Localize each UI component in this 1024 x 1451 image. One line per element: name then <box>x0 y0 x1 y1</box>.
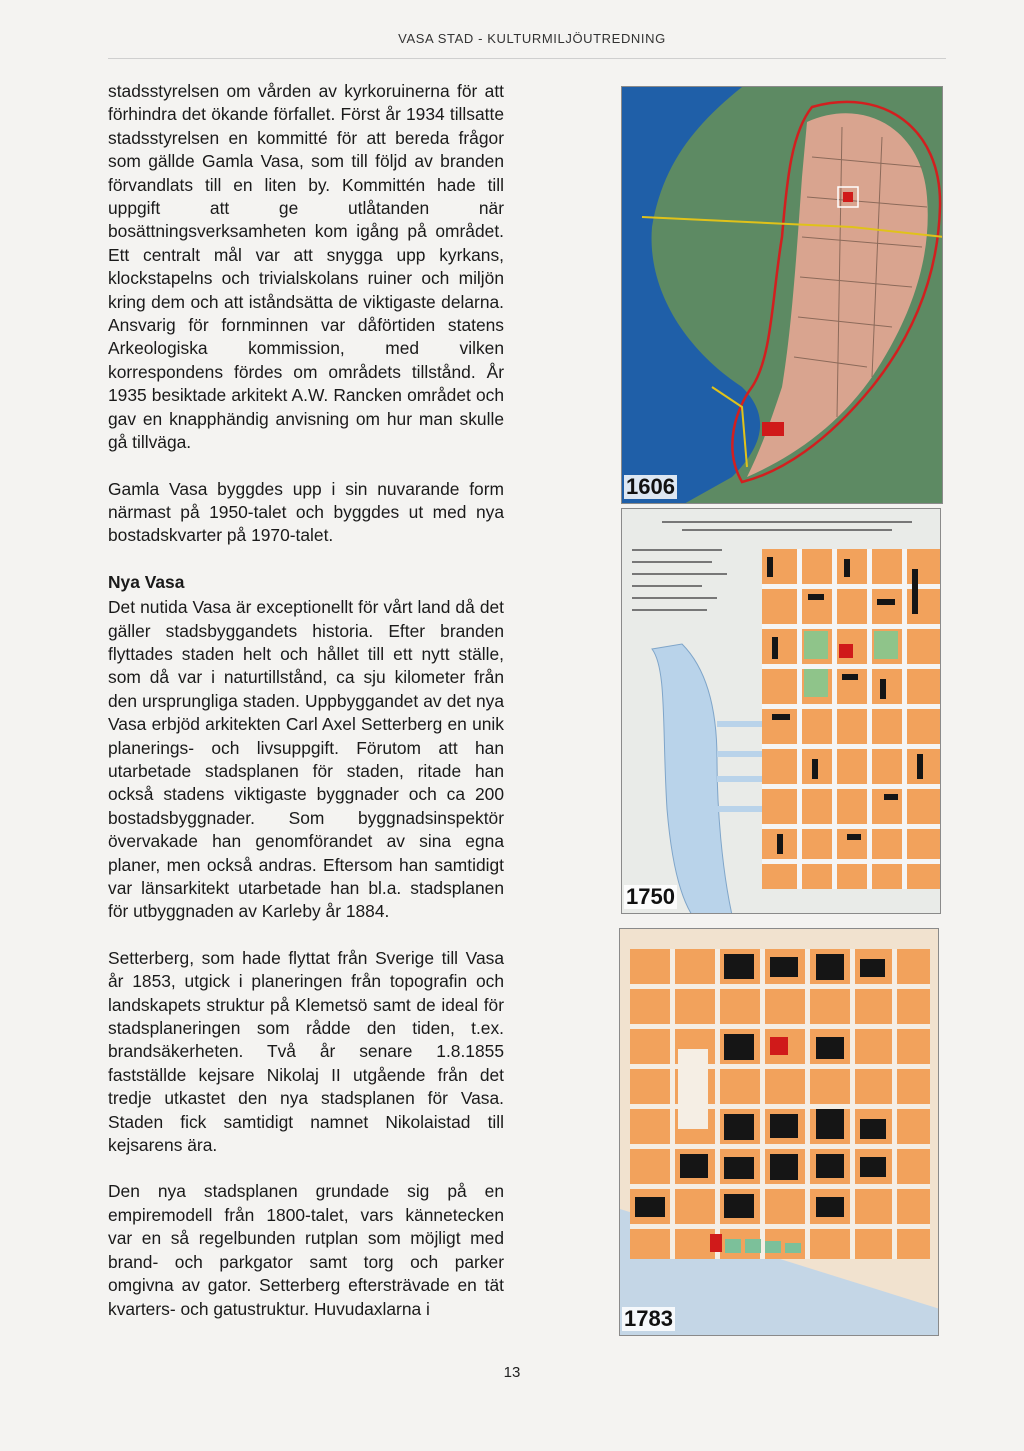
map-year-label: 1606 <box>626 474 675 499</box>
church-marker <box>843 192 853 202</box>
church-marker <box>839 644 853 658</box>
header-divider <box>108 58 946 59</box>
map-1750-image <box>622 509 941 914</box>
map-1783-image <box>620 929 939 1336</box>
map-year-label: 1750 <box>626 884 675 909</box>
paragraph-gamla-vasa: Gamla Vasa byggdes upp i sin nuvarande form närmast på 1950-talet och byggdes ut med nya bostadskvarter på 1970-talet. <box>108 478 504 546</box>
map-figure-1783 <box>619 928 939 1336</box>
church-marker <box>770 1037 788 1055</box>
paragraph-setterberg: Setterberg, som hade flyttat från Sverige till Vasa år 1853, utgick i planeringen från topografin och landskapets struktur på Klemetsö samt de ideal för stadsplaneringen som rådde den tiden, t.ex. brandsäkerheten. Två år senare 1.8.1855 fastställde kejsare Nikolaj II utgående från det tredje utkastet den nya stadsplanen för Vasa. Staden fick samtidigt namnet Nikolaistad till kejsarens ära. <box>108 947 504 1156</box>
red-building-marker <box>710 1234 722 1252</box>
paragraph-nutida-vasa: Det nutida Vasa är exceptionellt för vårt land då det gäller stadsbyggandets historia. Efter branden flyttades staden helt och hållet till ett nytt ställe, som då var i naturtillstånd, ca sju kilometer från den ursprungliga staden. Uppbyggandet av det nya Vasa erbjöd arkitekten Carl Axel Setterberg en unik planerings- och livsuppgift. Förutom att han utarbetade stadsplanen för staden, ritade han också stadens viktigaste byggnader och ca 200 bostadsbyggnader. Som byggnadsinspektör övervakade han genomförandet av sina egna planer, men också andras. Eftersom han samtidigt var länsarkitekt utarbetade han bl.a. stadsplanen för utbyggnaden av Karleby år 1884. <box>108 597 504 922</box>
paragraph-kommitte: stadsstyrelsen om vården av kyrkoruinerna för att förhindra det ökande förfallet. Först år 1934 tillsatte stadsstyrelsen en kommitté för att bereda frågor som gällde Gamla Vasa, som till följd av branden förvandlats till en liten by. Kommittén hade till uppgift att ge utlåtanden när bosättningsverksamheten kom igång på området. Ett centralt mål var att snygga upp kyrkans, klockstapelns och trivialskolans ruiner och miljön kring dem och att iståndsätta de viktigaste delarna. Ansvarig för fornminnen var dåförtiden statens Arkeologiska kommission, med vilken korrespondens fördes om områdets tillstånd. År 1935 besiktade arkitekt A.W. Rancken området och gav en knapphändig anvisning om hur man skulle gå tillväga. <box>108 81 504 453</box>
map-figure-1750 <box>621 508 941 914</box>
page-number: 13 <box>503 1364 521 1381</box>
map-year-label: 1783 <box>624 1306 673 1331</box>
body-text-column <box>108 80 504 1344</box>
running-header-title: VASA STAD - KULTURMILJÖUTREDNING <box>398 31 666 46</box>
map-1606-image <box>622 87 943 504</box>
section-heading-nya-vasa: Nya Vasa <box>108 571 185 592</box>
running-header <box>0 30 1024 48</box>
paragraph-stadsplan: Den nya stadsplanen grundade sig på en empiremodell från 1800-talet, vars kännetecken var en så regelbunden rutplan som möjligt med brand- och parkgator samt torg och parker omgivna av gator. Setterberg eftersträvade en tät kvarters- och gatustruktur. Huvudaxlarna i <box>108 1181 504 1319</box>
ruin-marker <box>762 422 784 436</box>
map-figure-1606 <box>621 86 943 504</box>
open-square <box>678 1049 708 1129</box>
